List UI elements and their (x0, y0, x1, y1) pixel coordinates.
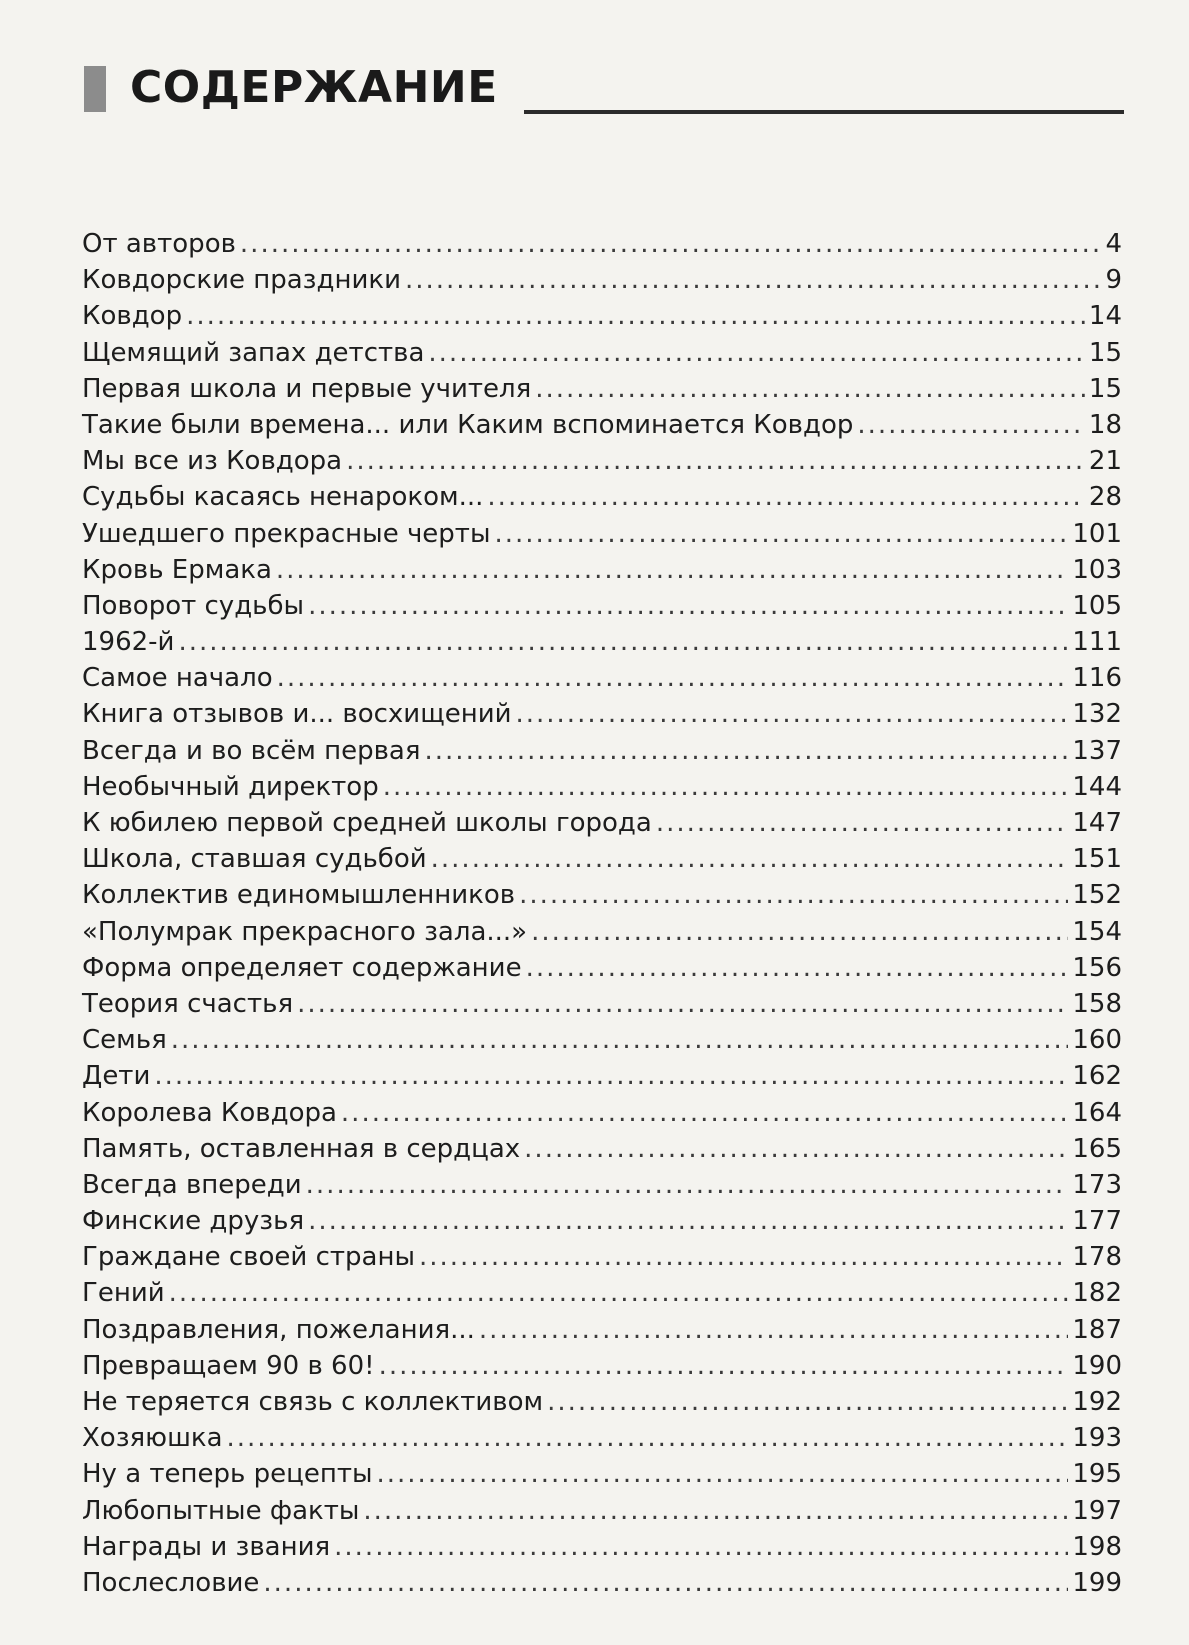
toc-entry-title: Поздравления, пожелания... (82, 1314, 475, 1345)
toc-entry (82, 262, 1122, 298)
toc-entry-page: 193 (1072, 1423, 1122, 1454)
toc-entry-page: 4 (1105, 229, 1122, 259)
toc-entry-title: Теория счастья (82, 988, 294, 1019)
toc-entry-title: Коллектив единомышленников (82, 880, 516, 911)
toc-dot-leader (857, 407, 1085, 443)
toc-entry-page: 162 (1072, 1061, 1122, 1092)
toc-dot-leader (547, 1384, 1068, 1420)
toc-dot-leader (419, 1239, 1068, 1275)
toc-entry (82, 371, 1122, 407)
toc-entry-page: 177 (1072, 1206, 1122, 1237)
toc-entry-page: 199 (1072, 1567, 1122, 1598)
toc-dot-leader (334, 1529, 1068, 1565)
toc-entry-page: 164 (1072, 1097, 1122, 1128)
toc-entry-page: 156 (1072, 952, 1122, 983)
toc-entry-title: Самое начало (82, 663, 273, 694)
toc-entry-title: Всегда впереди (82, 1169, 302, 1200)
toc-entry-title: Всегда и во всём первая (82, 735, 421, 766)
toc-entry-page: 152 (1072, 880, 1122, 911)
toc-entry (82, 660, 1122, 696)
toc-dot-leader (494, 516, 1068, 552)
toc-dot-leader (425, 733, 1069, 769)
toc-entry (82, 335, 1122, 371)
toc-dot-leader (263, 1565, 1068, 1601)
toc-entry-title: Награды и звания (82, 1531, 331, 1562)
toc-entry (82, 1348, 1122, 1384)
toc-entry-page: 160 (1072, 1025, 1122, 1056)
toc-entry (82, 624, 1122, 660)
toc-entry-page: 147 (1072, 808, 1122, 838)
toc-entry (82, 696, 1122, 732)
toc-entry-page: 144 (1072, 771, 1122, 802)
toc-entry-title: Послесловие (82, 1567, 260, 1598)
header-underline (524, 110, 1124, 114)
toc-dot-leader (479, 1312, 1068, 1348)
toc-dot-leader (519, 877, 1068, 913)
toc-entry-page: 151 (1072, 844, 1122, 875)
toc-entry-title: Королева Ковдора (82, 1097, 337, 1128)
toc-entry-title: Не теряется связь с коллективом (82, 1387, 544, 1417)
toc-dot-leader (377, 1456, 1069, 1492)
toc-entry-page: 197 (1072, 1495, 1122, 1526)
toc-entry-page: 15 (1088, 373, 1122, 404)
toc-entry-page: 103 (1072, 554, 1122, 585)
toc-dot-leader (524, 1131, 1068, 1167)
toc-entry (82, 1095, 1122, 1131)
toc-dot-leader (227, 1420, 1069, 1456)
toc-entry (82, 841, 1122, 877)
toc-entry-page: 192 (1072, 1387, 1122, 1417)
toc-entry-page: 173 (1072, 1169, 1122, 1200)
toc-entry (82, 950, 1122, 986)
page-header (84, 58, 1124, 118)
toc-entry (82, 1022, 1122, 1058)
toc-entry-title: Книга отзывов и... восхищений (82, 699, 512, 730)
toc-dot-leader (306, 1167, 1069, 1203)
toc-entry-title: Гений (82, 1278, 165, 1309)
toc-entry-title: Ушедшего прекрасные черты (82, 518, 491, 549)
toc-entry (82, 516, 1122, 552)
toc-dot-leader (428, 335, 1085, 371)
toc-entry-title: Ковдорские праздники (82, 265, 401, 296)
toc-entry-title: Такие были времена... или Каким вспоминается Ковдор (82, 409, 854, 440)
page-title: СОДЕРЖАНИЕ (130, 62, 498, 113)
toc-dot-leader (431, 841, 1069, 877)
toc-entry (82, 1167, 1122, 1203)
toc-entry-title: Любопытные факты (82, 1495, 360, 1526)
toc-dot-leader (363, 1493, 1068, 1529)
toc-entry-page: 101 (1072, 518, 1122, 549)
toc-dot-leader (405, 262, 1101, 298)
toc-entry-page: 195 (1072, 1459, 1122, 1490)
toc-entry (82, 805, 1122, 841)
toc-entry-page: 158 (1072, 988, 1122, 1019)
toc-entry (82, 1420, 1122, 1456)
toc-dot-leader (240, 226, 1102, 262)
toc-dot-leader (276, 552, 1068, 588)
toc-dot-leader (308, 1203, 1068, 1239)
toc-entry-page: 132 (1072, 699, 1122, 730)
toc-entry-page: 111 (1072, 627, 1122, 658)
toc-entry-title: Поворот судьбы (82, 590, 305, 621)
toc-dot-leader (346, 443, 1085, 479)
toc-entry (82, 1565, 1122, 1601)
toc-entry-page: 190 (1072, 1350, 1122, 1381)
toc-dot-leader (531, 914, 1068, 950)
toc-entry-title: Хозяюшка (82, 1423, 223, 1454)
toc-entry-page: 116 (1072, 663, 1122, 694)
toc-entry (82, 1275, 1122, 1311)
toc-entry-title: К юбилею первой средней школы города (82, 808, 652, 838)
toc-entry-page: 154 (1072, 916, 1122, 947)
toc-entry-title: Ковдор (82, 301, 183, 332)
toc-entry-title: Память, оставленная в сердцах (82, 1133, 521, 1164)
toc-entry-page: 14 (1088, 301, 1122, 332)
toc-entry (82, 877, 1122, 913)
toc-entry (82, 552, 1122, 588)
toc-entry (82, 1312, 1122, 1348)
toc-entry-page: 21 (1088, 446, 1122, 477)
toc-entry (82, 226, 1122, 262)
toc-entry (82, 298, 1122, 334)
toc-entry (82, 443, 1122, 479)
toc-entry (82, 588, 1122, 624)
toc-entry (82, 914, 1122, 950)
toc-dot-leader (535, 371, 1085, 407)
toc-entry (82, 1203, 1122, 1239)
toc-entry (82, 1456, 1122, 1492)
toc-entry (82, 1239, 1122, 1275)
toc-entry-title: Ну а теперь рецепты (82, 1459, 373, 1490)
toc-entry (82, 407, 1122, 443)
toc-entry (82, 479, 1122, 515)
toc-entry (82, 1058, 1122, 1094)
toc-entry (82, 1384, 1122, 1420)
toc-entry-page: 28 (1088, 482, 1122, 513)
toc-dot-leader (308, 588, 1068, 624)
toc-entry-title: Школа, ставшая судьбой (82, 844, 427, 875)
toc-dot-leader (154, 1058, 1068, 1094)
toc-entry-page: 137 (1072, 735, 1122, 766)
toc-entry (82, 1131, 1122, 1167)
toc-entry-title: Семья (82, 1025, 167, 1056)
toc-entry-title: Судьбы касаясь ненароком... (82, 482, 484, 513)
toc-entry (82, 986, 1122, 1022)
toc-dot-leader (656, 805, 1069, 841)
toc-dot-leader (341, 1095, 1068, 1131)
toc-entry-title: Форма определяет содержание (82, 952, 522, 983)
toc-entry-page: 187 (1072, 1314, 1122, 1345)
toc-entry-title: Щемящий запах детства (82, 337, 425, 368)
toc-entry-title: Мы все из Ковдора (82, 446, 343, 477)
header-accent-bar (84, 66, 106, 112)
toc-dot-leader (186, 298, 1085, 334)
toc-dot-leader (297, 986, 1068, 1022)
toc-entry-title: Граждане своей страны (82, 1242, 415, 1273)
toc-entry-page: 178 (1072, 1242, 1122, 1273)
toc-entry (82, 733, 1122, 769)
toc-entry-title: Необычный директор (82, 771, 379, 802)
toc-dot-leader (169, 1275, 1069, 1311)
toc-dot-leader (383, 769, 1069, 805)
toc-entry-page: 105 (1072, 590, 1122, 621)
toc-entry-page: 18 (1088, 409, 1122, 440)
toc-dot-leader (379, 1348, 1069, 1384)
toc-dot-leader (526, 950, 1069, 986)
table-of-contents (82, 226, 1122, 1601)
toc-entry-title: Финские друзья (82, 1206, 305, 1237)
toc-entry-title: «Полумрак прекрасного зала...» (82, 916, 528, 947)
toc-entry-page: 182 (1072, 1278, 1122, 1309)
toc-dot-leader (277, 660, 1069, 696)
toc-entry-page: 165 (1072, 1133, 1122, 1164)
toc-entry (82, 1493, 1122, 1529)
toc-entry-title: Превращаем 90 в 60! (82, 1350, 375, 1381)
toc-entry-title: Дети (82, 1061, 151, 1092)
toc-entry-page: 9 (1105, 265, 1122, 296)
toc-entry (82, 1529, 1122, 1565)
toc-entry-title: Первая школа и первые учителя (82, 373, 532, 404)
toc-dot-leader (487, 479, 1084, 515)
toc-dot-leader (171, 1022, 1069, 1058)
toc-entry-page: 198 (1072, 1531, 1122, 1562)
toc-dot-leader (515, 696, 1068, 732)
toc-entry (82, 769, 1122, 805)
toc-entry-title: 1962-й (82, 627, 175, 658)
toc-entry-title: Кровь Ермака (82, 554, 272, 585)
toc-entry-title: От авторов (82, 229, 236, 259)
toc-entry-page: 15 (1088, 337, 1122, 368)
toc-dot-leader (178, 624, 1068, 660)
